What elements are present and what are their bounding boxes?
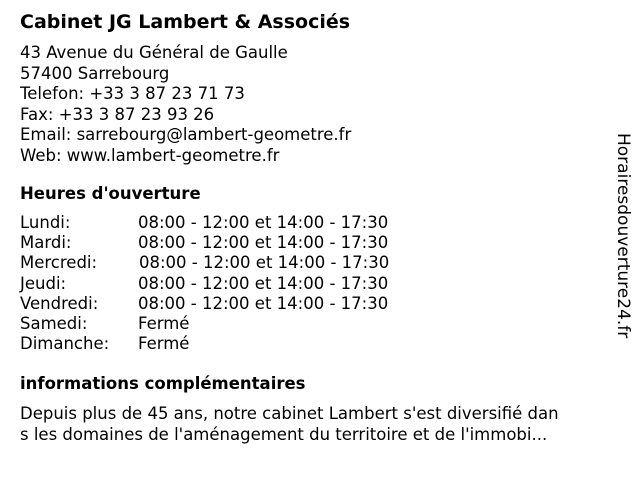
day-label: Samedi: [20, 313, 88, 333]
address-line-street: 43 Avenue du Général de Gaulle [20, 43, 288, 62]
day-hours: 08:00 - 12:00 et 14:00 - 17:30 [138, 293, 389, 313]
day-label: Mercredi: [20, 253, 98, 273]
info-heading: informations complémentaires [20, 374, 306, 393]
company-name: Cabinet JG Lambert & Associés [20, 11, 351, 33]
info-text-line-1: Depuis plus de 45 ans, notre cabinet Lambert s'est diversifié dan [20, 404, 559, 423]
day-hours: Fermé [138, 313, 190, 333]
day-label: Lundi: [20, 213, 71, 232]
day-label: Dimanche: [20, 334, 110, 354]
address-line-city: 57400 Sarrebourg [20, 63, 170, 83]
phone-line: Telefon: +33 3 87 23 71 73 [20, 84, 245, 103]
day-label: Jeudi: [20, 273, 67, 293]
hours-heading: Heures d'ouverture [20, 184, 201, 203]
info-description [20, 403, 595, 445]
day-hours: 08:00 - 12:00 et 14:00 - 17:30 [138, 213, 389, 232]
day-hours: Fermé [138, 334, 190, 354]
web-line: Web: www.lambert-geometre.fr [20, 145, 280, 165]
site-watermark: Horairesdouverture24.fr [613, 133, 633, 339]
day-hours: 08:00 - 12:00 et 14:00 - 17:30 [138, 233, 389, 253]
fax-line: Fax: +33 3 87 23 93 26 [20, 104, 215, 124]
info-text-line-2: s les domaines de l'aménagement du territoire et de l'immobi... [20, 425, 548, 444]
contact-block [20, 43, 351, 166]
day-hours: 08:00 - 12:00 et 14:00 - 17:30 [139, 253, 390, 273]
day-label: Vendredi: [20, 293, 99, 313]
email-line: Email: sarrebourg@lambert-geometre.fr [20, 125, 352, 144]
day-label: Mardi: [20, 233, 72, 253]
day-hours: 08:00 - 12:00 et 14:00 - 17:30 [138, 273, 389, 293]
